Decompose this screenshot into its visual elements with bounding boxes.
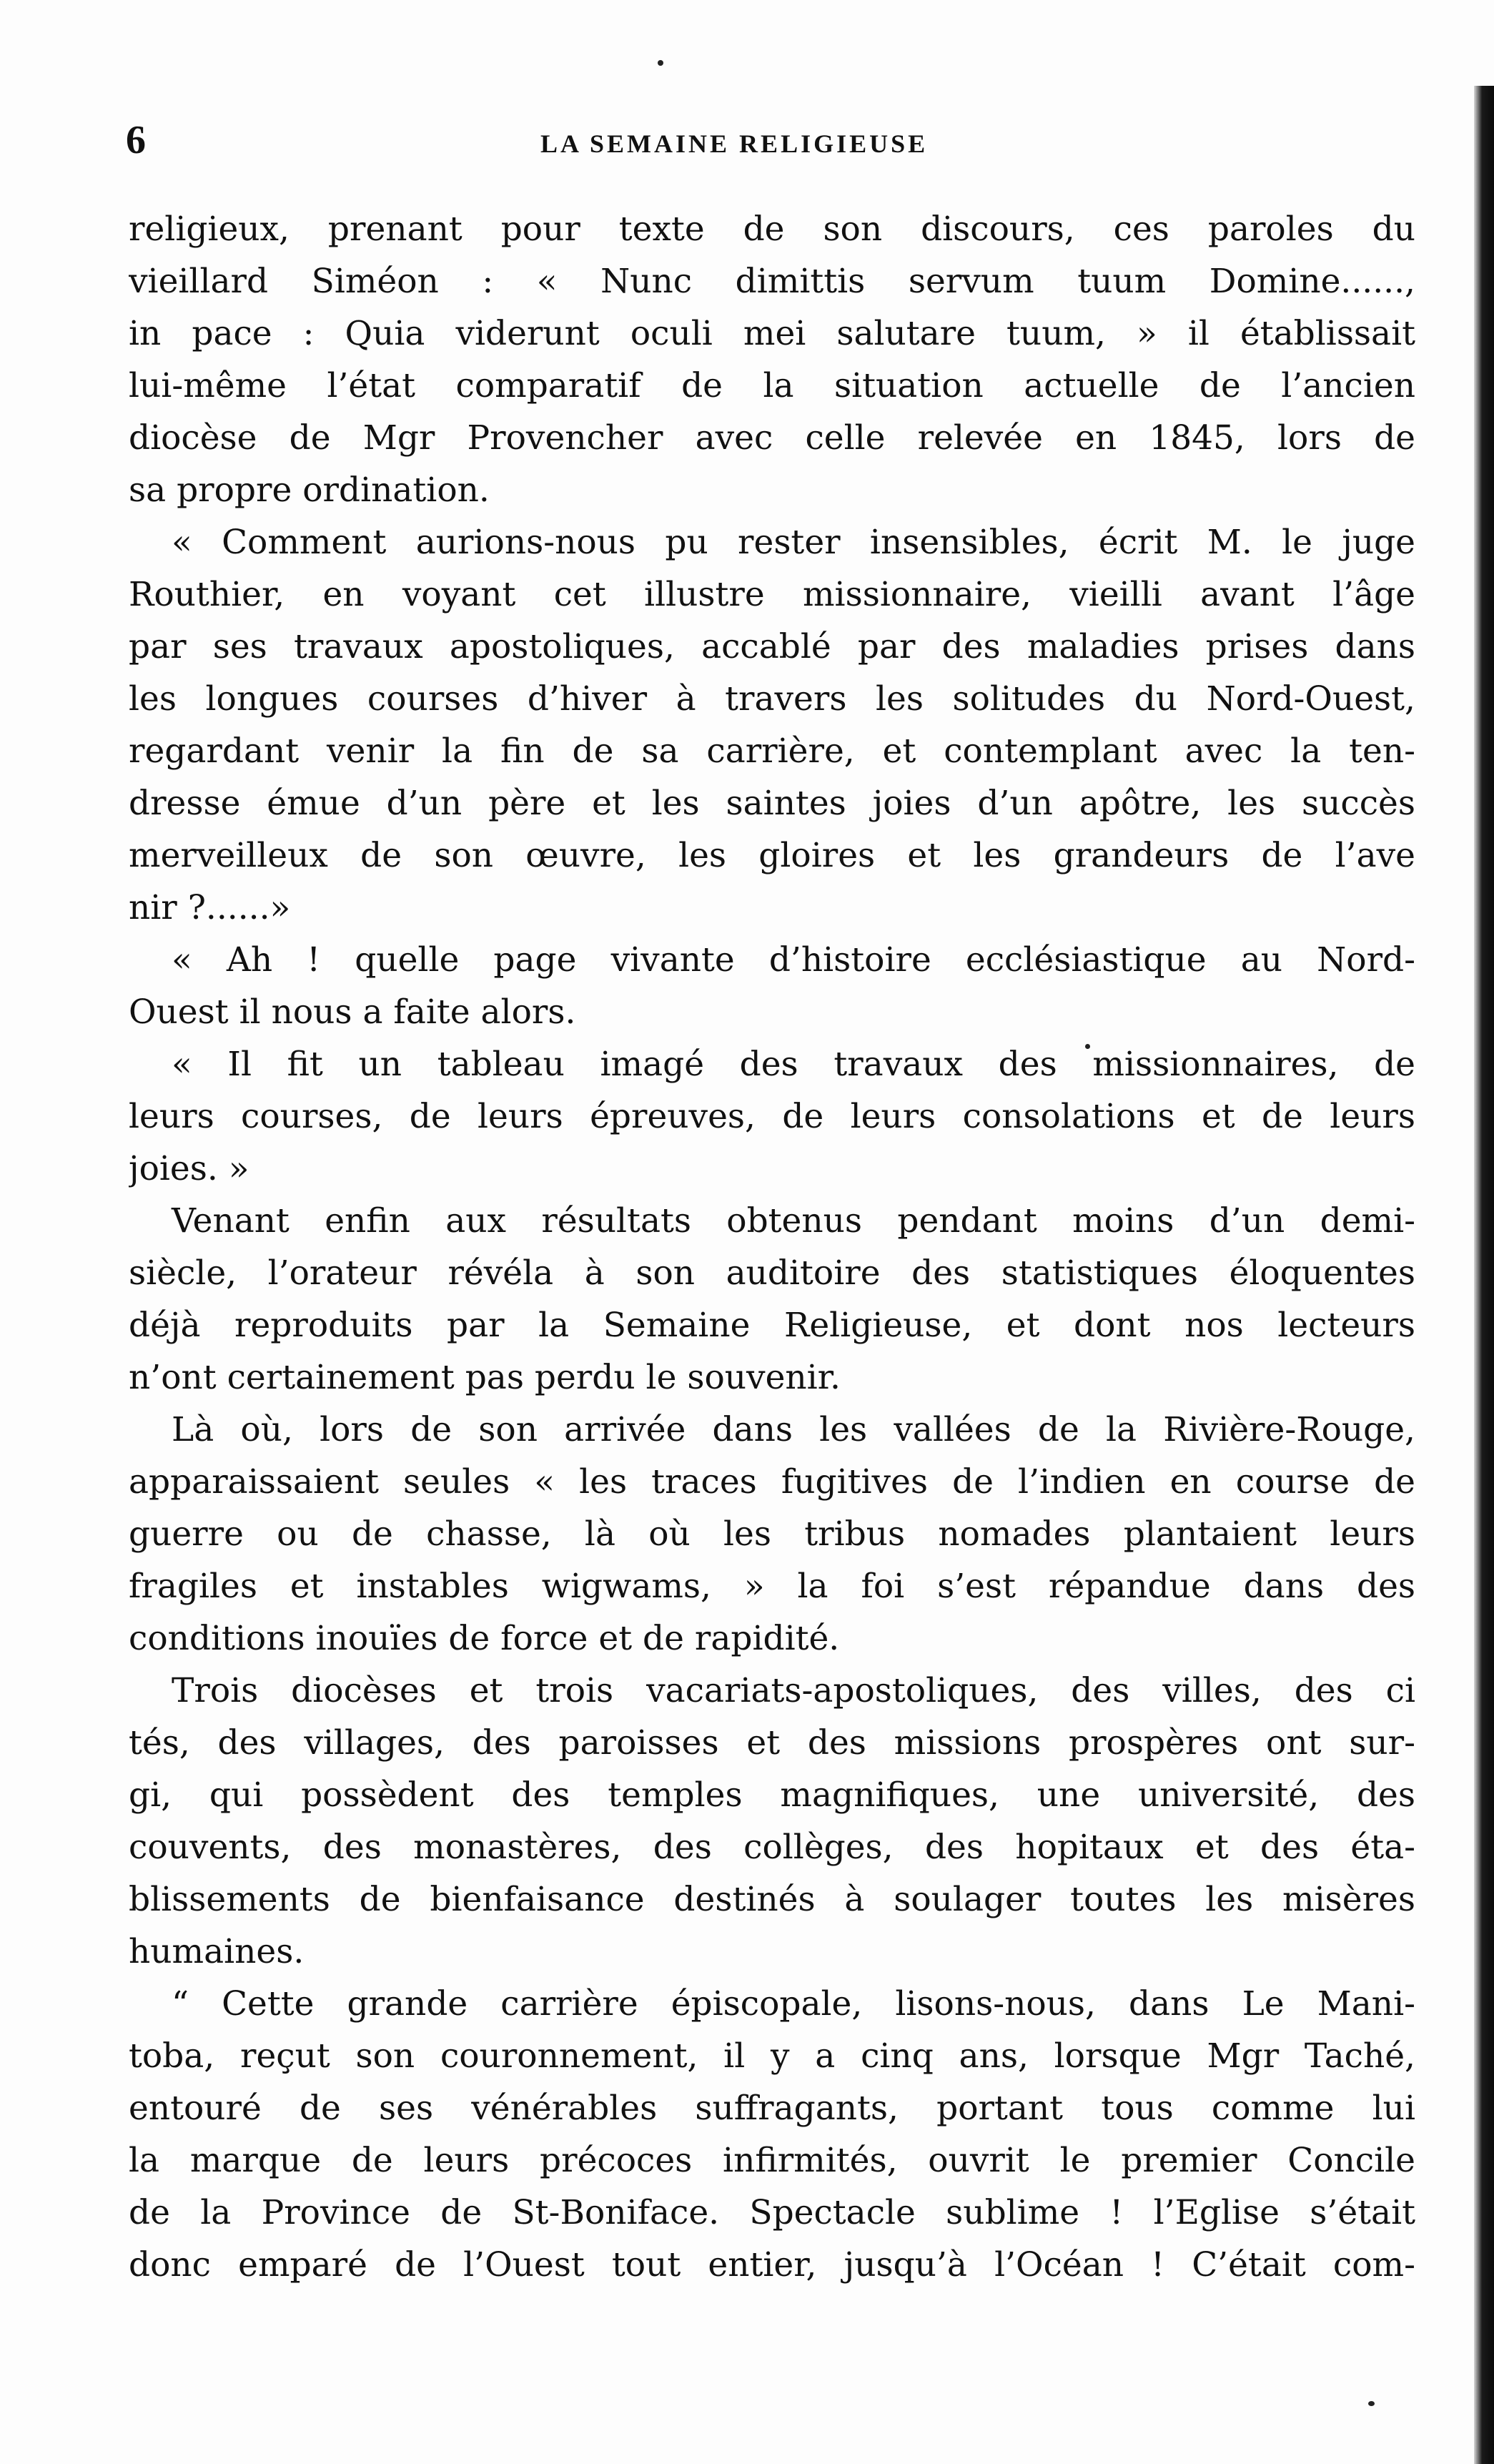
paragraph <box>129 1404 1415 1665</box>
text-line: gi, qui possèdent des temples magnifiques, une université, des <box>129 1775 1415 1815</box>
text-line: nir ?......» <box>129 888 291 927</box>
text-line: lui-même l’état comparatif de la situation actuelle de l’ancien <box>129 366 1415 405</box>
page-header <box>126 113 1413 163</box>
text-line: la marque de leurs précoces infirmités, ouvrit le premier Concile <box>129 2141 1415 2180</box>
text-line: couvents, des monastères, des collèges, des hopitaux et des éta- <box>129 1828 1415 1867</box>
text-line: regardant venir la fin de sa carrière, et contemplant avec la ten- <box>129 731 1415 771</box>
text-line: n’ont certainement pas perdu le souvenir. <box>129 1358 841 1397</box>
text-line: Routhier, en voyant cet illustre missionnaire, vieilli avant l’âge <box>129 575 1415 614</box>
paragraph <box>129 1978 1415 2291</box>
ink-speck <box>1368 2401 1375 2406</box>
paragraph <box>129 203 1415 516</box>
paragraph <box>129 1038 1415 1195</box>
running-head: LA SEMAINE RELIGIEUSE <box>540 129 929 158</box>
text-line: sa propre ordination. <box>129 470 490 510</box>
page-number: 6 <box>126 118 146 162</box>
text-line: entouré de ses vénérables suffragants, portant tous comme lui <box>129 2089 1415 2128</box>
text-line: merveilleux de son œuvre, les gloires et les grandeurs de l’ave <box>129 836 1415 875</box>
text-line: Là où, lors de son arrivée dans les vallées de la Rivière-Rouge, <box>172 1410 1415 1449</box>
page-edge-shadow <box>1474 86 1494 2464</box>
text-line: de la Province de St-Boniface. Spectacle sublime ! l’Eglise s’était <box>129 2193 1415 2232</box>
text-line: siècle, l’orateur révéla à son auditoire des statistiques éloquentes <box>129 1253 1415 1293</box>
text-line: in pace : Quia viderunt oculi mei salutare tuum, » il établissait <box>129 314 1415 353</box>
text-line: les longues courses d’hiver à travers les solitudes du Nord-Ouest, <box>129 679 1415 719</box>
text-line: joies. » <box>129 1149 249 1188</box>
text-line: leurs courses, de leurs épreuves, de leurs consolations et de leurs <box>129 1097 1415 1136</box>
text-line: « Comment aurions-nous pu rester insensibles, écrit M. le juge <box>172 523 1415 562</box>
text-line: apparaissaient seules « les traces fugitives de l’indien en course de <box>129 1462 1415 1502</box>
text-line: conditions inouïes de force et de rapidité. <box>129 1619 840 1658</box>
text-line: donc emparé de l’Ouest tout entier, jusqu’à l’Océan ! C’était com- <box>129 2245 1415 2285</box>
text-line: dresse émue d’un père et les saintes joies d’un apôtre, les succès <box>129 784 1415 823</box>
text-line: vieillard Siméon : « Nunc dimittis servum tuum Domine......, <box>129 262 1415 301</box>
text-line: toba, reçut son couronnement, il y a cinq ans, lorsque Mgr Taché, <box>129 2036 1415 2076</box>
body-text <box>129 203 1415 2291</box>
text-line: fragiles et instables wigwams, » la foi s’est répandue dans des <box>129 1567 1415 1606</box>
text-line: blissements de bienfaisance destinés à soulager toutes les misères <box>129 1880 1415 1919</box>
text-line: guerre ou de chasse, là où les tribus nomades plantaient leurs <box>129 1514 1415 1554</box>
text-line: religieux, prenant pour texte de son discours, ces paroles du <box>129 210 1415 249</box>
text-line: “ Cette grande carrière épiscopale, lisons-nous, dans Le Mani- <box>172 1984 1415 2024</box>
ink-speck <box>658 60 663 66</box>
text-line: Trois diocèses et trois vacariats-apostoliques, des villes, des ci <box>172 1671 1415 1710</box>
text-line: par ses travaux apostoliques, accablé par des maladies prises dans <box>129 627 1415 666</box>
paragraph <box>129 516 1415 934</box>
text-line: tés, des villages, des paroisses et des missions prospères ont sur- <box>129 1723 1415 1763</box>
text-line: humaines. <box>129 1932 305 1971</box>
text-line: Venant enfin aux résultats obtenus pendant moins d’un demi- <box>172 1201 1415 1241</box>
text-line: Ouest il nous a faite alors. <box>129 992 576 1032</box>
text-line: diocèse de Mgr Provencher avec celle relevée en 1845, lors de <box>129 418 1415 458</box>
paragraph <box>129 1665 1415 1978</box>
text-line: « Il fit un tableau imagé des travaux des missionnaires, de <box>172 1045 1415 1084</box>
text-line: déjà reproduits par la Semaine Religieuse, et dont nos lecteurs <box>129 1306 1415 1345</box>
paragraph <box>129 1195 1415 1404</box>
text-line: « Ah ! quelle page vivante d’histoire ecclésiastique au Nord- <box>172 940 1415 980</box>
paragraph <box>129 934 1415 1038</box>
